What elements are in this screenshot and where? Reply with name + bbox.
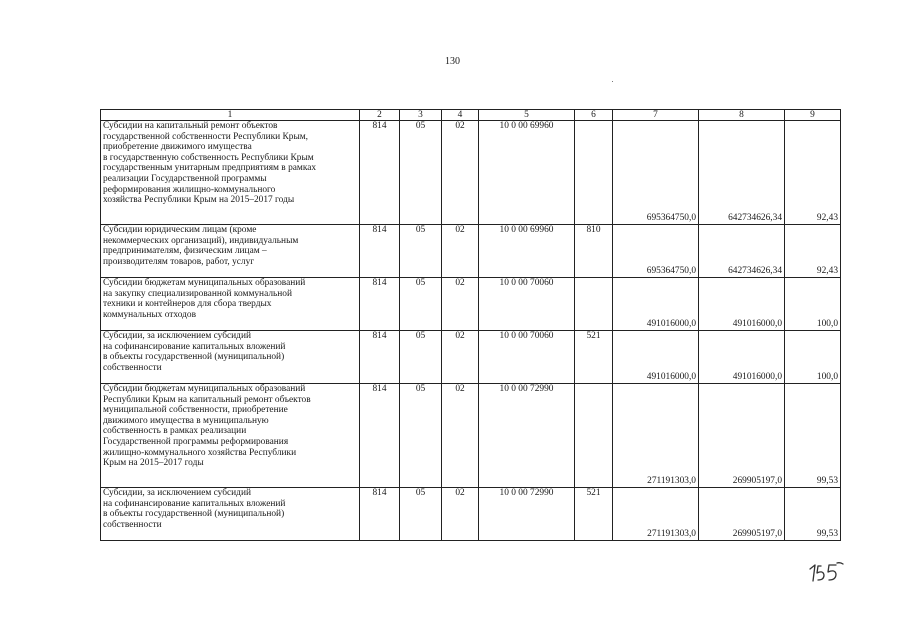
target-article-cell: 10 0 00 69960 [479, 225, 575, 278]
target-article-cell: 10 0 00 70060 [479, 278, 575, 331]
row-name-line: Республики Крым на капитальный ремонт объектов [103, 394, 311, 405]
row-name-line: в объекты государственной (муниципальной) [103, 352, 285, 363]
row-name-line: приобретение движимого имущества [103, 142, 252, 153]
column-header-5: 5 [479, 110, 575, 121]
row-name-cell [101, 384, 360, 488]
row-name-cell [101, 225, 360, 278]
row-name-line: реформирования жилищно-коммунального [103, 184, 276, 195]
row-name-line: собственность в рамках реализации [103, 426, 247, 437]
page-number: 130 [445, 56, 460, 67]
section-code-cell: 05 [400, 331, 442, 384]
planned-amount-cell: 271191303,0 [613, 384, 699, 488]
subsection-code-cell: 02 [442, 488, 479, 541]
executed-amount-cell: 491016000,0 [699, 278, 785, 331]
row-name-line: государственным унитарным предприятиям в рамках [103, 163, 317, 174]
subsection-code-cell: 02 [442, 384, 479, 488]
table-row [101, 278, 841, 331]
executed-amount-cell: 642734626,34 [699, 225, 785, 278]
ministry-code-cell: 814 [360, 121, 400, 225]
expense-type-cell [575, 278, 613, 331]
column-header-8: 8 [699, 110, 785, 121]
table-row [101, 331, 841, 384]
execution-percent-cell: 100,0 [785, 278, 841, 331]
target-article-cell: 10 0 00 69960 [479, 121, 575, 225]
row-name-line: Субсидии на капитальный ремонт объектов [103, 121, 278, 131]
table-row [101, 384, 841, 488]
target-article-cell: 10 0 00 70060 [479, 331, 575, 384]
row-name-line: производителям товаров, работ, услуг [103, 256, 255, 267]
planned-amount-cell: 695364750,0 [613, 121, 699, 225]
budget-table-body [101, 110, 841, 541]
row-name-line: Субсидии, за исключением субсидий [103, 488, 251, 498]
row-name-line: муниципальной собственности, приобретение [103, 405, 288, 416]
table-row [101, 121, 841, 225]
ministry-code-cell: 814 [360, 488, 400, 541]
column-header-1: 1 [101, 110, 360, 121]
row-name-line: техники и контейнеров для сбора твердых [103, 299, 272, 310]
expense-type-cell: 521 [575, 488, 613, 541]
expense-type-cell: 810 [575, 225, 613, 278]
row-name-line: Субсидии юридическим лицам (кроме [103, 225, 257, 235]
section-code-cell: 05 [400, 278, 442, 331]
row-name-line: жилищно-коммунального хозяйства Республики [103, 447, 297, 458]
row-name-line: на софинансирование капитальных вложений [103, 341, 286, 352]
planned-amount-cell: 491016000,0 [613, 278, 699, 331]
row-name-line: Субсидии бюджетам муниципальных образований [103, 278, 306, 288]
executed-amount-cell: 269905197,0 [699, 488, 785, 541]
table-row [101, 488, 841, 541]
row-name-line: реализации Государственной программы [103, 173, 267, 184]
execution-percent-cell: 99,53 [785, 488, 841, 541]
ministry-code-cell: 814 [360, 278, 400, 331]
row-name-line: Крым на 2015–2017 годы [103, 458, 204, 469]
subsection-code-cell: 02 [442, 331, 479, 384]
column-header-7: 7 [613, 110, 699, 121]
row-name-line: коммунальных отходов [103, 309, 196, 320]
row-name-line: хозяйства Республики Крым на 2015–2017 годы [103, 195, 295, 206]
ministry-code-cell: 814 [360, 384, 400, 488]
column-header-6: 6 [575, 110, 613, 121]
budget-table [100, 109, 841, 541]
section-code-cell: 05 [400, 225, 442, 278]
row-name-line: на софинансирование капитальных вложений [103, 498, 286, 509]
planned-amount-cell: 695364750,0 [613, 225, 699, 278]
execution-percent-cell: 92,43 [785, 121, 841, 225]
section-code-cell: 05 [400, 488, 442, 541]
planned-amount-cell: 491016000,0 [613, 331, 699, 384]
row-name-line: собственности [103, 362, 162, 373]
row-name-cell [101, 278, 360, 331]
target-article-cell: 10 0 00 72990 [479, 488, 575, 541]
executed-amount-cell: 491016000,0 [699, 331, 785, 384]
row-name-line: некоммерческих организаций), индивидуальным [103, 235, 299, 246]
expense-type-cell [575, 121, 613, 225]
section-code-cell: 05 [400, 121, 442, 225]
target-article-cell: 10 0 00 72990 [479, 384, 575, 488]
table-row [101, 225, 841, 278]
row-name-line: предпринимателям, физическим лицам – [103, 246, 267, 257]
row-name-line: Субсидии, за исключением субсидий [103, 331, 251, 341]
subsection-code-cell: 02 [442, 225, 479, 278]
row-name-line: на закупку специализированной коммунальной [103, 288, 292, 299]
ministry-code-cell: 814 [360, 225, 400, 278]
scan-speck [612, 81, 613, 82]
planned-amount-cell: 271191303,0 [613, 488, 699, 541]
execution-percent-cell: 100,0 [785, 331, 841, 384]
row-name-cell [101, 331, 360, 384]
expense-type-cell [575, 384, 613, 488]
ministry-code-cell: 814 [360, 331, 400, 384]
table-header-row [101, 110, 841, 121]
section-code-cell: 05 [400, 384, 442, 488]
executed-amount-cell: 269905197,0 [699, 384, 785, 488]
row-name-line: Субсидии бюджетам муниципальных образований [103, 384, 306, 394]
column-header-2: 2 [360, 110, 400, 121]
execution-percent-cell: 92,43 [785, 225, 841, 278]
row-name-line: Государственной программы реформирования [103, 436, 289, 447]
executed-amount-cell: 642734626,34 [699, 121, 785, 225]
execution-percent-cell: 99,53 [785, 384, 841, 488]
column-header-4: 4 [442, 110, 479, 121]
row-name-line: движимого имущества в муниципальную [103, 415, 269, 426]
handwritten-page-number [807, 560, 847, 586]
column-header-3: 3 [400, 110, 442, 121]
expense-type-cell: 521 [575, 331, 613, 384]
subsection-code-cell: 02 [442, 121, 479, 225]
subsection-code-cell: 02 [442, 278, 479, 331]
row-name-line: собственности [103, 519, 162, 530]
row-name-line: в государственную собственность Республики Крым [103, 152, 314, 163]
row-name-cell [101, 121, 360, 225]
column-header-9: 9 [785, 110, 841, 121]
row-name-line: в объекты государственной (муниципальной) [103, 509, 285, 520]
row-name-line: государственной собственности Республики Крым, [103, 131, 309, 142]
row-name-cell [101, 488, 360, 541]
